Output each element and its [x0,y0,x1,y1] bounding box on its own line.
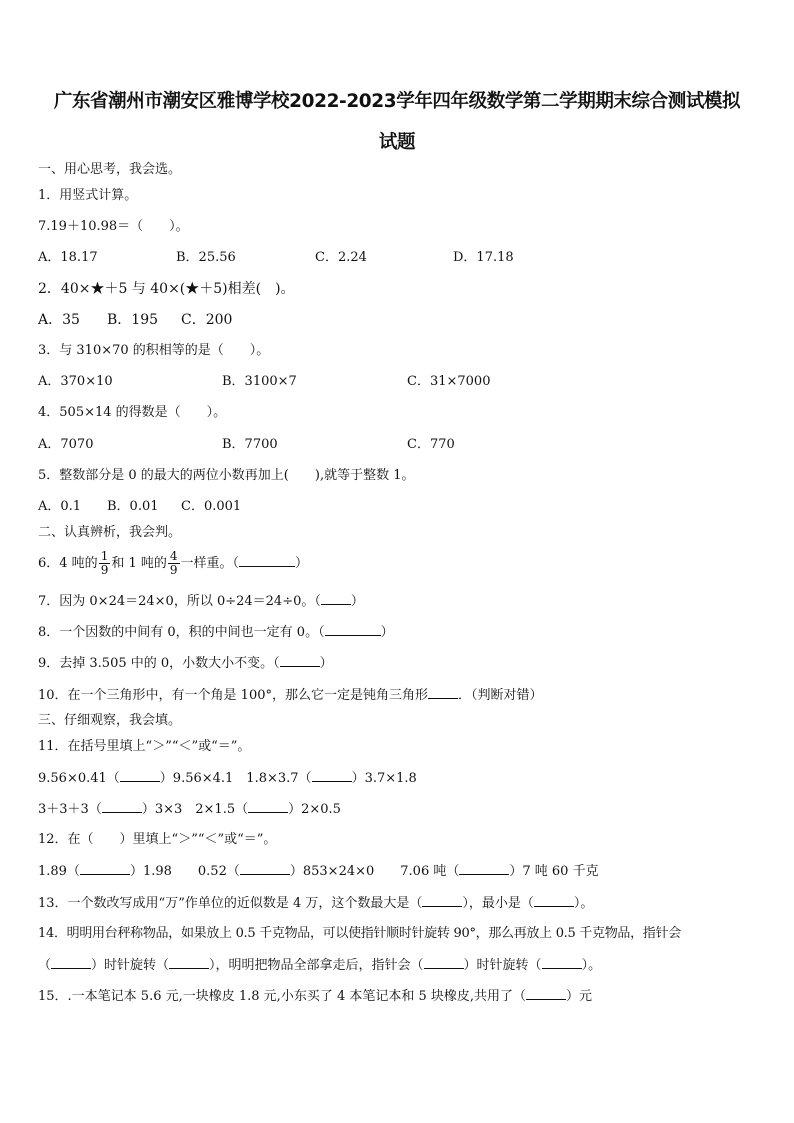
question-1-stem: 1．用竖式计算。 [38,188,138,203]
question-1-option-b: B．25.56 [176,250,236,265]
fraction-denominator: 9 [100,563,109,577]
question-8-text: 8．一个因数的中间有 0，积的中间也一定有 0。（ [38,625,325,640]
question-2-stem: 2．40×★＋5 与 40×(★＋5)相差( )。 [38,281,295,297]
question-3-option-c: C．31×7000 [407,374,491,389]
question-9 [38,654,333,673]
question-6-text-a: 6．4 吨的 [38,556,98,571]
question-10-text: 10．在一个三角形中，有一个角是 100°，那么它一定是钝角三角形 [38,688,428,703]
answer-blank[interactable] [120,769,160,782]
question-9-text: 9．去掉 3.505 中的 0，小数大小不变。（ [38,656,280,671]
fraction-denominator: 9 [169,563,178,577]
question-14-line-2 [38,956,601,975]
fraction-four-ninths [168,550,180,577]
question-3-option-b: B．3100×7 [222,374,297,389]
question-14-text: ）时针旋转（ [463,958,542,973]
question-11-text: ）9.56×4.1 1.8×3.7（ [159,771,312,786]
answer-blank[interactable] [321,592,351,605]
question-4-option-c: C．770 [407,437,455,452]
question-10-tail: ．（判断对错） [458,688,543,703]
question-11-text: ）3.7×1.8 [351,771,417,786]
question-14-text: ）。 [581,958,602,973]
question-7-text: 7．因为 0×24＝24×0，所以 0÷24＝24÷0。（ [38,594,321,609]
answer-blank[interactable] [526,987,566,1000]
question-15 [38,987,592,1006]
question-9-close: ） [319,656,333,671]
answer-blank[interactable] [102,800,142,813]
question-5-option-b: B．0.01 [107,499,159,514]
question-14-line-1: 14．明明用台秤称物品，如果放上 0.5 千克物品，可以使指针顺时针旋转 90°，那么再放上 0.5 千克物品，指针会 [38,926,681,941]
question-1-option-d: D．17.18 [453,250,514,265]
question-14-text: ），明明把物品全部拿走后，指针会（ [209,958,424,973]
question-12-text: ）1.98 0.52（ [129,864,240,879]
question-14-text: （ [38,958,52,973]
fraction-one-ninth [99,550,111,577]
question-5-option-c: C．0.001 [181,499,242,514]
answer-blank[interactable] [239,554,295,567]
answer-blank[interactable] [534,894,574,907]
question-11-row-1 [38,769,417,788]
question-11-text: ）2×0.5 [288,802,341,817]
answer-blank[interactable] [280,654,320,667]
question-11-text: 3＋3＋3（ [38,802,102,817]
question-3-stem: 3．与 310×70 的积相等的是（ ）。 [38,343,270,358]
question-14-text: ）时针旋转（ [91,958,170,973]
question-12-text: ）7 吨 60 千克 [509,864,599,879]
question-1-expression: 7.19＋10.98＝（ ）。 [38,219,189,234]
question-7-close: ） [350,594,364,609]
question-11-row-2 [38,800,341,819]
question-6-text-b: 和 1 吨的 [111,556,167,571]
question-13-text: ），最小是（ [462,896,534,911]
answer-blank[interactable] [248,800,288,813]
answer-blank[interactable] [424,956,464,969]
question-13-text: 13．一个数改写成用“万”作单位的近似数是 4 万，这个数最大是（ [38,896,423,911]
question-12-text: ）853×24×0 7.06 吨（ [289,864,460,879]
question-6-text-c: 一样重。（ [180,556,240,571]
question-13 [38,894,593,913]
question-4-option-b: B．7700 [222,437,278,452]
question-1-option-c: C．2.24 [315,250,367,265]
question-13-text: ）。 [573,896,594,911]
answer-blank[interactable] [169,956,209,969]
question-10 [38,686,543,705]
question-7 [38,592,364,611]
question-2-option-a: A．35 [38,312,80,328]
question-12-text: 1.89（ [38,864,80,879]
question-4-stem: 4．505×14 的得数是（ ）。 [38,405,227,420]
fraction-numerator: 1 [100,549,109,563]
answer-blank[interactable] [51,956,91,969]
section-heading-judge: 二、认真辨析，我会判。 [38,525,182,540]
question-11-text: 9.56×0.41（ [38,771,120,786]
answer-blank[interactable] [422,894,462,907]
question-12-row [38,862,599,881]
question-3-option-a: A．370×10 [38,374,113,389]
question-4-option-a: A．7070 [38,437,94,452]
answer-blank[interactable] [240,862,290,875]
question-15-text: 15．.一本笔记本 5.6 元,一块橡皮 1.8 元,小东买了 4 本笔记本和 5 块橡皮,共用了（ [38,989,527,1004]
question-6 [38,550,308,578]
answer-blank[interactable] [325,623,381,636]
question-2-option-b: B．195 [107,312,159,328]
question-6-text-d: ） [295,556,309,571]
question-8-close: ） [380,625,394,640]
question-11-stem: 11．在括号里填上“＞”“＜”或“＝”。 [38,739,251,754]
section-heading-fill: 三、仔细观察，我会填。 [38,713,182,728]
question-12-stem: 12．在（ ）里填上“＞”“＜”或“＝”。 [38,832,277,847]
answer-blank[interactable] [312,769,352,782]
question-1-option-a: A．18.17 [38,250,98,265]
question-8 [38,623,394,642]
answer-blank[interactable] [80,862,130,875]
answer-blank[interactable] [542,956,582,969]
question-11-text: ）3×3 2×1.5（ [141,802,249,817]
answer-blank[interactable] [428,686,458,699]
question-2-option-c: C．200 [181,312,233,328]
answer-blank[interactable] [459,862,509,875]
page-title: 广东省潮州市潮安区雅博学校2022-2023学年四年级数学第二学期期末综合测试模拟 [53,91,741,112]
question-5-stem: 5．整数部分是 0 的最大的两位小数再加上( ),就等于整数 1。 [38,468,415,483]
question-5-option-a: A．0.1 [38,499,82,514]
question-15-text: ）元 [566,989,593,1004]
page-title-continued: 试题 [378,132,416,153]
section-heading-choice: 一、用心思考，我会选。 [38,162,182,177]
fraction-numerator: 4 [169,549,178,563]
